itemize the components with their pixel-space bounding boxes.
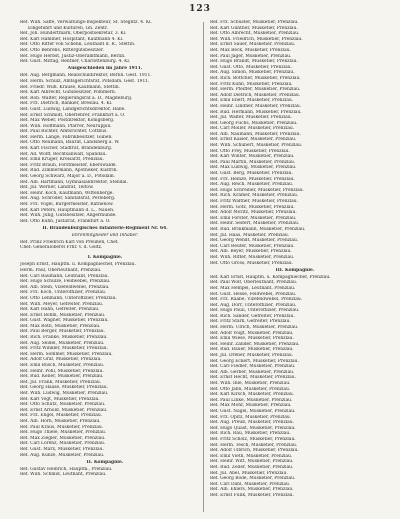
text-line: Ref. Ernst Böhm, Musketier, Prenzlau. (20, 312, 106, 318)
text-line: Ref. Ad. Wolff, Rechtsanwalt, Spandau. (20, 151, 107, 157)
text-line: Ref. Heinr. Witt, Musketier, Prenzlau. (210, 459, 294, 465)
text-line: Ref. Karl Vogt, Musketier, Prenzlau. (20, 396, 100, 402)
text-line: Ref. Alb. Ehlers, Musketier, Prenzlau. (210, 487, 294, 493)
text-line: Ref. Carl Baumann, Leutnant, Prenzlau. (20, 273, 109, 279)
text-line: Ref. Ernst Hecht, Musketier, Prenzlau. (210, 375, 297, 381)
text-line: Ref. Carl Möller, Musketier, Prenzlau. (210, 126, 295, 132)
text-line: Ref. Karl Hahn, Gefreiter, Prenzlau. (20, 307, 100, 313)
text-line: Ref. Georg Eckert, Musketier, Prenzlau. (210, 358, 299, 364)
text-line: Ref. Hugo Quast, Musketier, Prenzlau. (210, 425, 296, 431)
right-heading-1: III. Kompagnie. (275, 267, 315, 273)
text-line: Ref. Max Hempel, Leutnant, Prenzlau. (210, 285, 296, 291)
text-line: Ref. Ernst Kaiser, Musketier, Prenzlau. (210, 137, 297, 143)
text-line: Ref. Joh. Hundertmark, Oberpostsekretär, 3. Kl. (20, 31, 127, 37)
text-line: Ref. Otto Frey, Musketier, Prenzlau. (210, 148, 290, 154)
text-line: Ref. Max Mohr, Musketier, Prenzlau. (210, 403, 292, 409)
text-line: Ref. Jul. Werner, Landrat, Teltow. (20, 185, 94, 191)
text-line: Ref. Rud. Zeller, Musketier, Prenzlau. (210, 464, 294, 470)
text-line: Ref. Max Beck, Musketier, Prenzlau. (210, 47, 291, 53)
text-line: Ref. Georg Fuchs, Musketier, Prenzlau. (210, 120, 298, 126)
text-line: Ref. Herm. Götz, Musketier, Prenzlau. (210, 204, 295, 210)
text-line: Ref. Paul Martin, Musketier, Prenzlau. (210, 159, 296, 165)
text-line: Ref. Georg Wendt, Musketier, Prenzlau. (210, 238, 299, 244)
text-line: Eingeführt und Kulturen, Gh. Zentr. (28, 25, 108, 31)
text-line: Ref. Fritz Walther, Musketier, Prenzlau. (210, 199, 298, 204)
text-line: Ref. Herm. Schulz, Amtsgerichtsrat, Potsdam. Gest. 1911. (20, 78, 150, 84)
text-line: Ref. Alb. Beyer, Musketier, Prenzlau. (210, 249, 292, 255)
text-line: Ref. Aug. Bergmann, Realschuldirektor, Berlin. Gest. 1911. (20, 73, 152, 79)
text-line: Ref. Alb. Gerber, Musketier, Prenzlau. (210, 369, 295, 375)
text-line: Ref. Emil Ebert, Musketier, Prenzlau. (210, 98, 294, 104)
text-line: Ref. Karl Kirsch, Musketier, Prenzlau. (210, 392, 295, 398)
text-line: Ref. Hugo Schreiber, Musketier, Prenzlau. (210, 187, 304, 193)
text-line: Ref. Frz. Vogel, Bürgermeister, Rathenow. (20, 202, 114, 207)
text-line: Ref. Karl Hammer, Hospitant, Kaufmann 4. Kl. (20, 36, 124, 42)
text-line: Chef: Generaloberst Frhr. v. d. Goltz. (20, 245, 103, 251)
text-line: Ref. Gust. Wagner, Musketier, Prenzlau. (20, 318, 109, 324)
text-line: Ref. Aug. Kunze, Musketier, Prenzlau. (20, 452, 105, 458)
text-line: Ref. Fritz Kuhn, Musketier, Prenzlau. (210, 81, 293, 87)
text-line: Ref. Gust. Berg, Musketier, Prenzlau. (210, 171, 293, 177)
right-column (210, 20, 380, 514)
text-line: Ref. Ernst Funk, Musketier, Prenzlau. (210, 492, 294, 498)
text-line: Ref. Herm. Ulrich, Musketier, Prenzlau. (210, 325, 299, 331)
text-line: Ref. Emil Busch, Musketier, Prenzlau. (20, 363, 105, 369)
text-line: Ref. Karl Günther, Musketier, Prenzlau. (210, 25, 298, 31)
text-line: Ref. Adolf Moritz, Musketier, Prenzlau. (210, 210, 297, 216)
text-line: Ref. Frz. Heinze, Musketier, Prenzlau. (210, 176, 295, 182)
text-line: Ref. Alb. Stein, Vizefeldwebel, Prenzlau. (20, 284, 110, 290)
text-line: Ref. Ernst Schmidt, Oberlehrer, Frankfurt a. O. (20, 112, 126, 118)
text-line: Ref. Georg Haase, Musketier, Prenzlau. (20, 385, 108, 391)
text-line: Ref. Heinr. Koch, Kaufmann, Wittenberge. (20, 190, 114, 196)
text-line: Ref. Jul. Dreher, Musketier, Prenzlau. (210, 353, 294, 359)
text-line: Ref. Otto Jahn, Musketier, Prenzlau. (210, 386, 291, 392)
text-line: Ref. Rich. Sander, Gefreiter, Prenzlau. (210, 313, 295, 319)
text-line: Ref. Aug. Dörr, Unteroffizier, Prenzlau. (210, 302, 297, 308)
text-line: Herm. Paul, Oberleutnant, Prenzlau. (20, 267, 102, 273)
left-subheading-2: Ehrenmitglieder und Inhaber. (71, 232, 139, 238)
text-line: Ref. Aug. Seidel, Musketier, Prenzlau. (20, 340, 105, 346)
text-line: Ref. Otto Behrens, Rittergutsbesitzer. (20, 47, 104, 53)
text-line: Ref. Karl Albrecht, Gutsbesitzer, Pommern. (20, 90, 117, 96)
text-line: Ref. Wilh. Friedrich, Musketier, Prenzlau. (210, 36, 303, 42)
text-line: Ref. Adolf Ulbrich, Musketier, Prenzlau. (210, 448, 299, 454)
text-line: Ref. Paul Kraus, Musketier, Prenzlau. (20, 424, 104, 430)
text-line: Ref. Gust. Mittag, Rentner, Charlottenburg. 4. Kl. (20, 59, 131, 65)
text-line: Ref. Karl Peters, Hauptmann d. L., Nauen. (20, 207, 115, 213)
text-line: Ref. Emil Wiese, Musketier, Prenzlau. (210, 336, 294, 342)
text-line: Ref. Max Ludwig, Musketier, Prenzlau. (210, 165, 297, 171)
left-block-3 (20, 240, 190, 459)
text-line (20, 251, 190, 254)
text-line: Ref. Otto Schütz, Musketier, Prenzlau. (20, 402, 106, 408)
text-line: Ref. Paul Linke, Musketier, Prenzlau. (210, 397, 293, 403)
text-line: Ref. Paul Wolf, Oberleutnant, Prenzlau. (210, 280, 298, 286)
text-line: Joseph Ernst, Hauptm. u. Kompagniechef, Prenzlau. (20, 262, 136, 268)
text-line: Ref. Fritz Braun, Forstmeister, Eberswalde. (20, 162, 117, 168)
text-line: Ref. Prinz Friedrich Karl von Preußen, Chef. (20, 239, 119, 245)
text-line: Ref. Max Ziegler, Musketier, Prenzlau. (20, 435, 106, 441)
text-line: Ref. Aug. Simon, Musketier, Prenzlau. (210, 70, 295, 76)
text-line: Ref. Gust. Nagel, Musketier, Prenzlau. (210, 408, 296, 414)
text-line: Ref. Fritz Stark, Gefreiter, Prenzlau. (210, 319, 291, 325)
text-line: Ref. Max Roth, Musketier, Prenzlau. (20, 323, 101, 329)
text-line: Ref. Wilh. Ritter, Musketier, Prenzlau. (210, 254, 295, 260)
text-line: Ref. Alb. Hartmann, Gymnasialdirektor, Stendal. (20, 179, 128, 185)
text-line: Ref. Hugo Brandt, Musketier, Prenzlau. (210, 59, 298, 65)
text-line: Ref. Rich. Franke, Musketier, Prenzlau. (20, 335, 108, 341)
text-line: Ref. Rud. Bauer, Musketier, Prenzlau. (210, 347, 294, 353)
text-line: Ref. Otto Neumann, Baurat, Landsberg a. W. (20, 140, 120, 146)
left-heading-3: II. Kompagnie. (86, 459, 124, 465)
text-line: Ref. Jul. Haas, Musketier, Prenzlau. (210, 232, 290, 238)
text-line: Ref. Heinr. Seifert, Musketier, Prenzlau. (210, 221, 300, 227)
text-line: Ref. Rud. Keller, Musketier, Prenzlau. (20, 374, 104, 380)
page-number: 123 (189, 4, 211, 14)
left-heading-1: Ausgeschieden im Jahre 1911. (67, 66, 143, 72)
text-line: Ref. Frz. Raabe, Vizefeldwebel, Prenzlau. (210, 297, 303, 303)
text-line: Ref. Wilh. Jung, Gutsbesitzer, Angermünde. (20, 213, 117, 219)
text-line: Ref. Paul Richter, Amtsrichter, Cottbus. (20, 129, 108, 135)
text-line: Ref. Otto Lehmann, Unteroffizier, Prenzlau. (20, 295, 117, 301)
text-line: Ref. Wilh. Meyer, Gefreiter, Prenzlau. (20, 301, 104, 307)
left-block-1 (20, 20, 190, 65)
text-line: Ref. Emil Förster, Musketier, Prenzlau. (210, 215, 297, 221)
text-line: Ref. Wilh. Hoffmann, Pfarrer, Neuruppin. (20, 123, 112, 129)
text-line: Ref. Wilh. Ihle, Musketier, Prenzlau. (210, 381, 291, 386)
text-line: Ref. Alb. Naumann, Musketier, Prenzlau. (210, 131, 301, 137)
text-line: Ref. Jul. Walter, Musketier, Prenzlau. (210, 115, 292, 121)
text-line: Ref. Herm. Tesch, Musketier, Prenzlau. (210, 442, 298, 448)
text-line: Ref. Otto Gross, Musketier, Prenzlau. (210, 260, 293, 266)
text-line: Ref. Herm. Pfeiffer, Musketier, Prenzlau. (210, 87, 301, 93)
text-line: Ref. Aug. Preuß, Musketier, Prenzlau. (210, 420, 295, 426)
text-line: Ref. Otto Ritter von Schenk, Leutnant d. R., Stettin. (20, 42, 136, 48)
text-line: Ref. Aug. Reich, Musketier, Prenzlau. (210, 182, 294, 188)
text-line: Ref. Ernst Sauer, Musketier, Prenzlau. (210, 42, 296, 48)
text-line: Ref. Rud. Zimmermann, Apotheker, Küstrin. (20, 168, 118, 174)
text-line: Ref. Heinr. Pohl, Musketier, Prenzlau. (20, 368, 104, 374)
text-line: Ref. Georg Bode, Musketier, Prenzlau. (210, 476, 296, 482)
text-line: Ref. Adolf Voigt, Musketier, Prenzlau. (210, 330, 294, 336)
text-line: Ref. Alb. Horn, Musketier, Prenzlau. (20, 418, 101, 424)
text-line: Ref. Frz. Opitz, Musketier, Prenzlau. (210, 414, 292, 420)
left-block-2 (20, 73, 190, 224)
text-line: Ref. Heinr. Lindner, Musketier, Prenzlau. (210, 103, 302, 109)
text-line: Ref. Otto Albrecht, Musketier, Prenzlau. (210, 31, 300, 37)
text-line: Ref. Paul Jäger, Musketier, Prenzlau. (210, 53, 292, 59)
text-line: Ref. Hugo Pauli, Unteroffizier, Prenzlau. (210, 308, 300, 314)
text-line: Ref. Frz. Engel, Musketier, Prenzlau. (20, 413, 103, 419)
left-column (20, 20, 190, 514)
text-line: Ref. Otto Kühn, Justizrat, Frankfurt a. O. (20, 218, 111, 224)
text-line: Ref. Rob. Walter, Regierungsrat a. D., Magdeburg. (20, 95, 133, 101)
text-line: Ref. Rich. Rau, Musketier, Prenzlau. (210, 431, 291, 437)
text-line: Ref. Heinr. Zander, Musketier, Prenzlau. (210, 341, 300, 347)
text-line: Ref. Georg Schwarz, Major a. D., Potsdam. (20, 174, 116, 180)
text-line: Ref. Rich. Kramer, Musketier, Prenzlau. (210, 193, 299, 199)
text-line: Ref. Herm. Lange, Fabrikbesitzer, Guben. (20, 134, 113, 140)
right-block-1 (210, 20, 380, 266)
text-line: Ref. Frz. Koch, Unteroffizier, Prenzlau. (20, 290, 107, 296)
text-line: Ref. Ernst Arnold, Musketier, Prenzlau. (20, 407, 108, 413)
text-line: Ref. Fritz Winkler, Musketier, Prenzlau. (20, 346, 108, 352)
text-line: Ref. Frz. Schuster, Musketier, Prenzlau. (210, 20, 299, 25)
text-line: Ref. Karl Ernst, Hauptm. u. Kompagniechef, Prenzlau. (210, 274, 331, 280)
left-block-4 (20, 467, 190, 478)
text-line: Ref. Adolf Dietrich, Musketier, Prenzlau. (210, 92, 301, 98)
text-line: Ref. Gustav Heinrich, Hauptm., Prenzlau. (20, 466, 113, 472)
text-line: Ref. Max Weber, Postdirektor, Königsberg. (20, 118, 115, 124)
text-line: Ref. Gust. Marx, Musketier, Prenzlau. (20, 446, 104, 452)
text-line: Ref. Wilh. Schubert, Musketier, Prenzlau. (210, 143, 303, 149)
text-line: Ref. Hugo Schulze, Feldwebel, Prenzlau. (20, 279, 111, 285)
text-line: Ref. Rud. Hermann, Musketier, Prenzlau. (210, 109, 302, 115)
text-line: I. Kompagnie. (87, 255, 123, 261)
text-line: Ref. Frz. Dietrich, Bankier, Breslau. 4. Kl. (20, 101, 113, 107)
text-line: Ref. Gust. Otto, Musketier, Prenzlau. (210, 64, 292, 70)
text-line: Ref. Wilh. Saffe, Verwaltungs-Inspekteur, St. Steglitz. 4. Kl. (20, 20, 152, 25)
text-line: Ref. Friedr. Wilh. Krause, Kaufmann, Stettin. (20, 84, 120, 90)
text-line: Ref. Hugo Thiele, Musketier, Prenzlau. (20, 430, 107, 436)
text-line: Ref. Karl Winter, Musketier, Prenzlau. (210, 154, 295, 160)
text-line: Ref. Carl Fiedler, Musketier, Prenzlau. (210, 364, 296, 370)
right-block-2 (210, 275, 380, 499)
text-line: Ref. Carl Dahl, Musketier, Prenzlau. (210, 481, 291, 487)
text-line: Ref. Fritz Scholz, Musketier, Prenzlau. (210, 436, 296, 442)
text-line: Ref. Gust. Hesse, Feldwebel, Prenzlau. (210, 291, 297, 297)
column-divider (203, 22, 204, 512)
text-line: Ref. Paul Berger, Musketier, Prenzlau. (20, 329, 105, 335)
text-line: Ref. Rud. Brinkmann, Musketier, Prenzlau. (210, 226, 306, 232)
text-line: Ref. Gust. Ludwig, Landgerichtsdirektor, Halle. (20, 106, 126, 112)
text-line: Ref. Herm. Sommer, Musketier, Prenzlau. (20, 351, 113, 357)
text-line: Ref. Rich. Böttcher, Musketier, Prenzlau. (210, 75, 301, 81)
text-line: Ref. Wilh. Ludwig, Musketier, Prenzlau. (20, 391, 109, 396)
text-line: Ref. Aug. Schröder, Sanitätsrat, Perleberg. (20, 196, 116, 202)
text-line: Ref. Wilh. Schmid, Leutnant, Prenzlau. (20, 472, 107, 478)
text-line: Ref. Adolf Graf, Musketier, Prenzlau. (20, 357, 102, 363)
text-line: Ref. Jul. Frank, Musketier, Prenzlau. (20, 379, 102, 385)
text-line: Ref. Carl Reuter, Musketier, Prenzlau. (210, 243, 295, 249)
text-line: Ref. Jul. Abel, Musketier, Prenzlau. (210, 470, 288, 476)
left-heading-2: II. Brandenburgisches Infanterie-Regiment Nr. 64. (42, 225, 168, 231)
text-line: Ref. Emil Krüger, Kreisarzt, Prenzlau. (20, 157, 105, 163)
text-line: Ref. Karl Fischer, Stadtrat, Brandenburg. (20, 146, 113, 152)
text-line: Ref. Carl Lorenz, Musketier, Prenzlau. (20, 441, 106, 447)
text-line: Ref. Hugo Herbst, Justiz-Oberamtmann, Berlin. (20, 53, 126, 59)
text-line: Ref. Emil Vieth, Musketier, Prenzlau. (210, 453, 293, 459)
